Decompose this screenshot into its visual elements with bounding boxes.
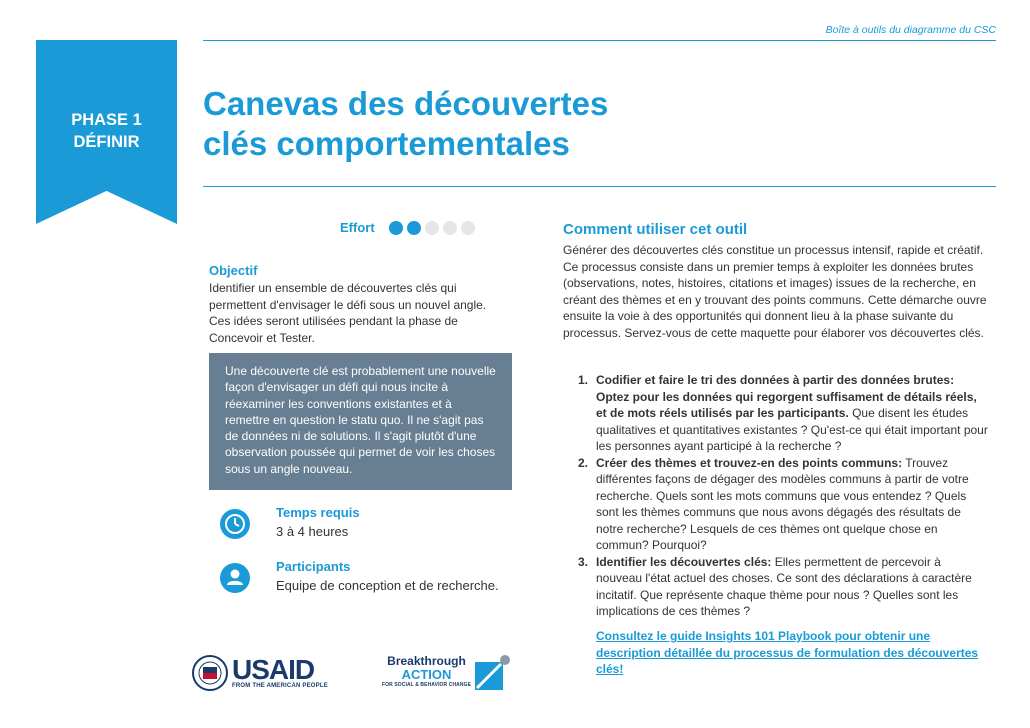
step-bold-text: Identifier les découvertes clés: <box>596 554 772 569</box>
how-to-intro: Générer des découvertes clés constitue un processus intensif, rapide et créatif. Ce processus consiste dans un premier temps à exploiter les données brutes (observations, notes, histoires, citations et images) issues de la recherche, en créant des thèmes et en y trouvant des points communs. Cette démarche ouvre ensuite la voie à des opportunités qui donnent lieu à la phase suivante du processus. Servez-vous de cette maquette pour élaborer vos découvertes clés. <box>563 243 987 340</box>
clock-icon <box>220 509 250 539</box>
step-text: Que disent les études qualitatives et quantitatives existantes ? Qu'est-ce qui était important pour les personnes ayant participé à la recherche ? <box>596 406 988 453</box>
effort-dot-empty <box>425 221 439 235</box>
definition-callout <box>209 353 512 490</box>
callout-text: Une découverte clé est probablement une nouvelle façon d'envisager un défi qui nous incite à réexaminer les conventions existantes et à remettre en question le statu quo. Il ne s'agit pas de données ni de solutions. Il s'agit plutôt d'une observation poussée qui permet de voir les choses sous un angle nouveau. <box>225 364 496 476</box>
objective-section <box>209 263 509 346</box>
step-text: Elles permettent de percevoir à nouveau l'état actuel des choses. Ce sont des déclarations à caractère incitatif. Que représente chaque thème pour nous ? Quelles sont les implications de ces thèmes ? <box>596 554 972 618</box>
breakthrough-action-logo <box>382 654 515 694</box>
top-divider <box>203 40 996 41</box>
step-bold-text: Créer des thèmes et trouvez-en des points communs: <box>596 455 903 470</box>
effort-rating <box>340 220 479 235</box>
usaid-logo <box>192 655 328 691</box>
phase-number: PHASE 1 <box>71 111 142 129</box>
step-item <box>578 554 990 620</box>
step-number: 2. <box>578 455 589 470</box>
step-number: 1. <box>578 373 589 387</box>
effort-dot-empty <box>443 221 457 235</box>
time-required-value: 3 à 4 heures <box>276 524 349 539</box>
usaid-wordmark: USAID <box>232 654 315 685</box>
step-bold-text: Codifier et faire le tri des données à partir des données brutes: Optez pour les données qui regorgent suffisament de détails réels, et de mots réels utilisés par les participants. <box>596 373 977 420</box>
step-item <box>578 372 990 455</box>
participants-row <box>220 559 499 593</box>
how-to-section <box>563 221 993 341</box>
effort-dot-filled <box>389 221 403 235</box>
step-number: 3. <box>578 554 589 569</box>
title-line-1: Canevas des découvertes <box>203 85 609 122</box>
time-required-row <box>220 505 360 539</box>
breakthrough-line-3: FOR SOCIAL & BEHAVIOR CHANGE <box>382 682 472 688</box>
participants-title: Participants <box>276 559 351 574</box>
effort-dot-filled <box>407 221 421 235</box>
breakthrough-line-2: ACTION <box>401 667 452 682</box>
effort-dot-empty <box>461 221 475 235</box>
insights-playbook-link[interactable]: Consultez le guide Insights 101 Playbook pour obtenir une description détaillée du processus de formulation des découvertes clés! <box>596 629 979 676</box>
objective-text: Identifier un ensemble de découvertes clés qui permettent d'envisager le défi sous un nouvel angle. Ces idées seront utilisées pendant la phase de Concevoir et Tester. <box>209 281 487 345</box>
participants-value: Equipe de conception et de recherche. <box>276 578 499 593</box>
title-line-2: clés comportementales <box>203 125 570 162</box>
step-item <box>578 455 990 554</box>
toolkit-header-note: Boîte à outils du diagramme du CSC <box>825 24 996 36</box>
step-content <box>596 554 990 620</box>
usaid-seal-icon <box>192 655 228 691</box>
usaid-tagline: FROM THE AMERICAN PEOPLE <box>232 683 328 689</box>
page-title <box>203 84 608 164</box>
phase-label <box>36 109 177 153</box>
breakthrough-wordmark <box>382 654 471 688</box>
steps-list <box>578 372 990 620</box>
objective-title: Objectif <box>209 263 258 278</box>
step-text: Trouvez différentes façons de dégager des modèles communs à partir de votre recherche. Quels sont les mots communs que vous entendez ? Quels sont les thèmes communs que nous avons dégagés des résultats de notre recherche? Lesquels de ces thèmes ont quelque chose en commun? Pourquoi? <box>596 455 969 552</box>
effort-label: Effort <box>340 220 375 235</box>
phase-name: DÉFINIR <box>73 133 140 151</box>
step-content <box>596 372 990 455</box>
person-icon <box>220 563 250 593</box>
how-to-title: Comment utiliser cet outil <box>563 221 748 238</box>
step-content <box>596 455 990 554</box>
time-required-title: Temps requis <box>276 505 360 520</box>
breakthrough-emblem-icon <box>471 654 515 694</box>
title-divider <box>203 186 996 187</box>
breakthrough-line-1: Breakthrough <box>387 654 466 668</box>
